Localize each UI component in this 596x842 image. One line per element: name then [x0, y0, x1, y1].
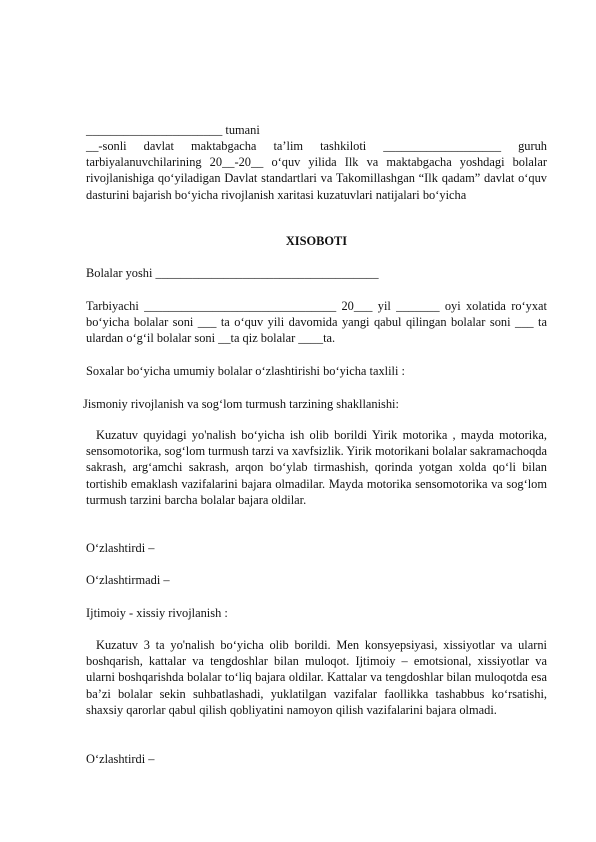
social-heading: Ijtimoiy - xissiy rivojlanish : — [86, 606, 228, 620]
intro-paragraph: __-sonli davlat maktabgacha ta’lim tashkiloti ___________________ guruh tarbiyalanuvchilarining 20__-20__ o‘quv yilida Ilk va maktabgacha yoshdagi bolalar rivojlanishiga qo‘yiladigan Davlat standartlari va Takomillashgan “Ilk qadam” davlat o‘quv dasturini bajarish bo‘yicha rivojlanish xaritasi kuzatuvlari natijalari bo‘yicha — [86, 139, 547, 202]
not-mastered-label: O‘zlashtirmadi – — [86, 573, 170, 587]
social-paragraph: Kuzatuv 3 ta yo'nalish bo‘yicha olib borildi. Men konsyepsiyasi, xissiyotlar va ularni boshqarish, kattalar va tengdoshlar bilan muloqot. Ijtimoiy – emotsional, xissiyotlar va ularni boshqarishda bolalar to‘liq bajara oldilar. Kattalar va tengdoshlar bilan muloqotda esa ba’zi bolalar sekin suhbatlashadi, yuklatilgan vazifalar faollikka tashabbus ko‘rsatishi, shaxsiy qarorlar qabul qilish qobliyatini namoyon qilish vazifalarini bajara olmadi. — [86, 638, 547, 717]
report-title: XISOBOTI — [285, 234, 348, 248]
mastered-label-1: O‘zlashtirdi – — [86, 541, 155, 555]
teacher-paragraph: Tarbiyachi _______________________________ 20___ yil _______ oyi xolatida ro‘yxat bo‘yicha bolalar soni ___ ta o‘quv yili davomida yangi qabul qilingan bolalar soni ___ ta ulardan o‘g‘il bolalar soni __ta qiz bolalar ____ta. — [86, 299, 547, 346]
analysis-heading: Soxalar bo‘yicha umumiy bolalar o‘zlashtirishi bo‘yicha taxlili : — [86, 364, 405, 378]
children-age-line: Bolalar yoshi ____________________________________ — [86, 266, 379, 280]
district-line: ______________________ tumani — [86, 123, 260, 137]
physical-heading: Jismoniy rivojlanish va sog‘lom turmush tarzining shakllanishi: — [83, 397, 399, 411]
mastered-label-2: O‘zlashtirdi – — [86, 752, 155, 766]
physical-paragraph: Kuzatuv quyidagi yo'nalish bo‘yicha ish olib borildi Yirik motorika , mayda motorika, sensomotorika, sog‘lom turmush tarzi va xavfsizlik. Yirik motorikani bolalar sakramachoqda sakrash, arg‘amchi sakrash, arqon bo‘ylab tirmashish, qorinda yotgan xolda qo‘li bilan tortishib emaklash vazifalarini bajara olmadilar. Mayda motorika sensomotorika va sog‘lom turmush tarzini barcha bolalar bajara oldilar. — [86, 428, 547, 507]
